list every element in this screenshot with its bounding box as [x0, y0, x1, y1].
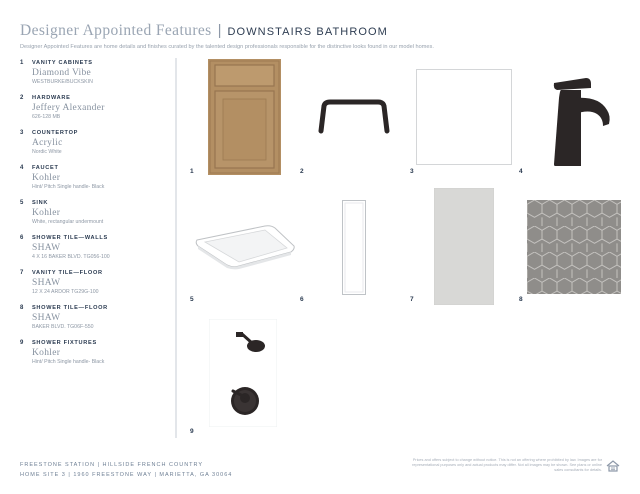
feature-item-shower-tile-walls [20, 233, 170, 261]
feature-category: SINK [32, 200, 49, 206]
feature-detail: 4 X 16 BAKER BLVD. TG056-100 [32, 254, 110, 260]
feature-number: 6 [20, 235, 24, 241]
feature-item-sink [20, 198, 170, 226]
feature-number: 4 [20, 165, 24, 171]
feature-detail: White, rectangular undermount [32, 219, 104, 225]
footer-disclaimer: Prices and offers subject to change without notice. This is not an offering where prohibited by law. Images are for representational purposes only and actual products may differ. Not all images may be shown. See plans or online sales consultants for details. [412, 458, 602, 472]
feature-brand: SHAW [32, 313, 61, 323]
feature-brand: Kohler [32, 348, 61, 358]
feature-number: 7 [20, 270, 24, 276]
feature-number: 8 [20, 305, 24, 311]
feature-number: 1 [20, 60, 24, 66]
page-title: Designer Appointed Features [20, 22, 212, 39]
room-title: DOWNSTAIRS BATHROOM [227, 26, 388, 38]
floor-tile-swatch [434, 188, 494, 305]
countertop-swatch [416, 69, 512, 165]
feature-category: COUNTERTOP [32, 130, 79, 136]
footer-community: FREESTONE STATION | HILLSIDE FRENCH COUNTRY [20, 462, 204, 468]
image-number: 9 [190, 428, 194, 435]
feature-list [20, 58, 170, 373]
feature-brand: Diamond Vibe [32, 68, 92, 78]
feature-number: 5 [20, 200, 24, 206]
image-number: 5 [190, 296, 194, 303]
feature-category: HARDWARE [32, 95, 71, 101]
vanity-cabinet-swatch [208, 59, 281, 175]
feature-item-vanity-tile-floor [20, 268, 170, 296]
wall-tile-swatch [342, 200, 366, 295]
feature-brand: Acrylic [32, 138, 63, 148]
shower-fixture-icon [209, 319, 277, 427]
feature-category: VANITY TILE—FLOOR [32, 270, 103, 276]
image-number: 1 [190, 168, 194, 175]
hex-tile-swatch [527, 200, 621, 294]
image-number: 4 [519, 168, 523, 175]
feature-detail: 12 X 24 ARDOR TG29G-100 [32, 289, 99, 295]
image-number: 3 [410, 168, 414, 175]
feature-category: SHOWER FIXTURES [32, 340, 97, 346]
feature-brand: Kohler [32, 173, 61, 183]
feature-category: FAUCET [32, 165, 59, 171]
feature-brand: Kohler [32, 208, 61, 218]
feature-item-vanity-cabinets [20, 58, 170, 86]
footer-address [20, 460, 232, 480]
feature-category: VANITY CABINETS [32, 60, 93, 66]
cabinet-pull-icon [318, 98, 390, 134]
equal-housing-icon [606, 460, 620, 472]
title-separator: | [217, 22, 222, 39]
feature-item-shower-fixtures [20, 338, 170, 366]
sink-icon [195, 222, 296, 270]
image-number: 7 [410, 296, 414, 303]
feature-detail: BAKER BLVD. TG06F-550 [32, 324, 94, 330]
header [20, 22, 620, 50]
feature-number: 3 [20, 130, 24, 136]
feature-item-faucet [20, 163, 170, 191]
feature-item-countertop [20, 128, 170, 156]
feature-brand: Jeffery Alexander [32, 103, 105, 113]
feature-number: 2 [20, 95, 24, 101]
feature-detail: WESTBURKE/BUCKSKIN [32, 79, 93, 85]
feature-category: SHOWER TILE—FLOOR [32, 305, 108, 311]
feature-detail: Hint/ Pitch Single handle- Black [32, 359, 105, 365]
title-line [20, 22, 620, 40]
image-number: 2 [300, 168, 304, 175]
feature-detail: Nordic White [32, 149, 62, 155]
vertical-divider [175, 58, 177, 438]
image-number: 8 [519, 296, 523, 303]
feature-item-shower-tile-floor [20, 303, 170, 331]
feature-brand: SHAW [32, 278, 61, 288]
feature-detail: Hint/ Pitch Single handle- Black [32, 184, 105, 190]
image-number: 6 [300, 296, 304, 303]
footer-homesite: HOME SITE 3 | 1960 FREESTONE WAY | MARIETTA, GA 30064 [20, 472, 233, 478]
page-subtitle: Designer Appointed Features are home details and finishes curated by the talented design professionals responsible for the distinctive looks found in our model homes. [20, 44, 434, 50]
feature-brand: SHAW [32, 243, 61, 253]
feature-number: 9 [20, 340, 24, 346]
feature-item-hardware [20, 93, 170, 121]
feature-detail: 626-128 MB [32, 114, 61, 120]
faucet-icon [551, 76, 613, 168]
feature-category: SHOWER TILE—WALLS [32, 235, 108, 241]
